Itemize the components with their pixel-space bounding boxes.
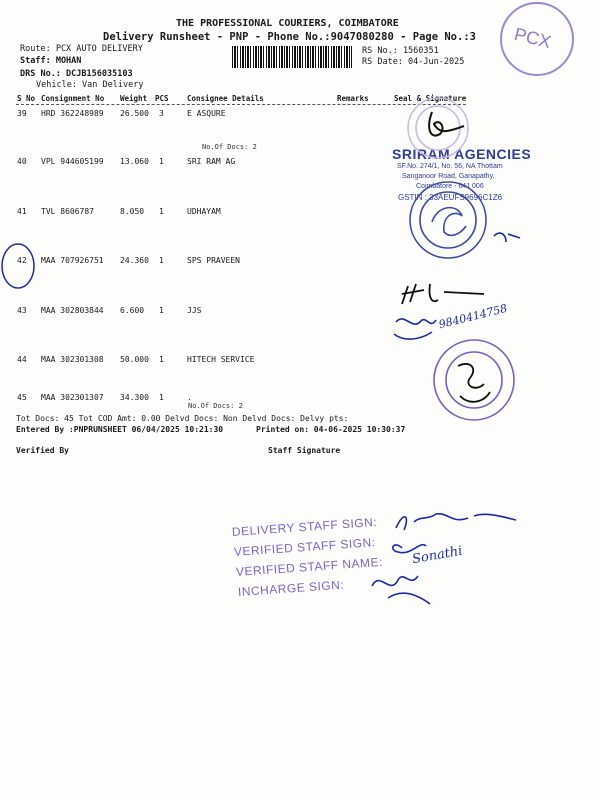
drs-number: DRS No.: DCJB156035103 [20,69,133,79]
row-weight: 24.360 [120,256,149,265]
signature-udhayam [494,233,520,242]
agency-address-2: Sanganoor Road, Ganapathy, [402,173,495,180]
verified-staff-sign-label: VERIFIED STAFF SIGN: [233,535,376,559]
col-remarks: Remarks [337,94,369,103]
row-consignment: MAA 302301308 [41,355,104,364]
row-doc-count: No.Of Docs: 2 [188,402,243,410]
row-pcs: 1 [159,256,164,265]
row-weight: 13.060 [120,157,149,166]
rs-number: RS No.: 1560351 [362,46,439,56]
col-consignment: Consignment No [41,94,105,103]
row-pcs: 1 [159,355,164,364]
row-weight: 8.050 [120,207,145,216]
row-consignee: . [187,393,192,402]
col-pcs: PCS [155,94,169,103]
staff-label: Staff: MOHAN [20,56,82,66]
signature-jjs [394,319,436,339]
pcx-stamp-text: PCX [512,23,554,53]
row-consignment: VPL 944605199 [41,157,104,166]
rs-date: RS Date: 04-Jun-2025 [362,57,465,67]
signature-delivery-staff [396,514,516,530]
row-pcs: 1 [159,306,164,315]
signature-hitech [458,364,490,402]
circle-mark-42 [2,244,34,288]
row-pcs: 1 [159,157,164,166]
totals-line: Tot Docs: 45 Tot COD Amt: 0.00 Delvd Docs: Non Delvd Docs: Delvy pts: [16,414,349,423]
signature-incharge [372,576,430,604]
agency-name: SRIRAM AGENCIES [392,146,532,162]
row-consignee: JJS [187,306,202,315]
row-sno: 39 [17,109,27,118]
row-consignee: E ASQURE [187,109,226,118]
row-consignment: HRD 362248989 [41,109,104,118]
row-pcs: 1 [159,393,164,402]
handwritten-mobile: 9840414758 [437,301,509,332]
col-consignee: Consignee Details [187,94,264,103]
row-sno: 45 [17,393,27,402]
agency-address-1: SF.No. 274/1, No. 56, NA Thottam [397,163,503,170]
hitech-service-seal [434,340,514,420]
row-doc-count: No.Of Docs: 2 [202,143,257,151]
company-title: THE PROFESSIONAL COURIERS, COIMBATORE [176,18,399,29]
route-label: Route: PCX AUTO DELIVERY [20,44,143,54]
row-consignee: UDHAYAM [187,207,221,216]
row-weight: 34.300 [120,393,149,402]
verified-by-label: Verified By [16,446,69,455]
col-seal-signature: Seal & Signature [394,94,467,103]
row-consignee: HITECH SERVICE [187,355,255,364]
incharge-sign-label: INCHARGE SIGN: [237,577,345,599]
row-consignee: SPS PRAVEEN [187,256,240,265]
delivery-staff-sign-label: DELIVERY STAFF SIGN: [231,514,378,539]
agency-address-3: Coimbatore - 641 006 [416,183,484,190]
row-consignment: MAA 302803844 [41,306,104,315]
row-sno: 42 [17,256,27,265]
row-sno: 44 [17,355,27,364]
staff-signature-label: Staff Signature [268,446,341,455]
sriram-round-seal [410,182,486,258]
row-consignment: MAA 302301307 [41,393,104,402]
printed-on: Printed on: 04-06-2025 10:30:37 [256,425,406,434]
row-consignment: TVL 8606787 [41,207,94,216]
row-pcs: 3 [159,109,164,118]
entered-by: Entered By :PNPRUNSHEET 06/04/2025 10:21:30 [16,425,224,434]
col-sno: S No [17,94,36,103]
handwritten-staff-name: Sonathi [411,543,464,568]
row-sno: 40 [17,157,27,166]
row-weight: 50.000 [120,355,149,364]
signature-sps-praveen [402,284,484,304]
runsheet-subtitle: Delivery Runsheet - PNP - Phone No.:9047080280 - Page No.:3 [103,31,476,43]
row-consignment: MAA 707926751 [41,256,104,265]
row-sno: 41 [17,207,27,216]
row-consignee: SRI RAM AG [187,157,236,166]
signature-verified-staff [393,545,426,553]
col-weight: Weight [120,94,148,103]
signature-e-asqure [429,112,464,136]
verified-staff-name-label: VERIFIED STAFF NAME: [235,554,384,579]
row-weight: 26.500 [120,109,149,118]
vehicle-label: Vehicle: Van Delivery [36,80,144,90]
row-pcs: 1 [159,207,164,216]
agency-gstin: GSTIN : 33AEUFS9696C1Z6 [398,193,503,202]
row-sno: 43 [17,306,27,315]
row-weight: 6.600 [120,306,145,315]
